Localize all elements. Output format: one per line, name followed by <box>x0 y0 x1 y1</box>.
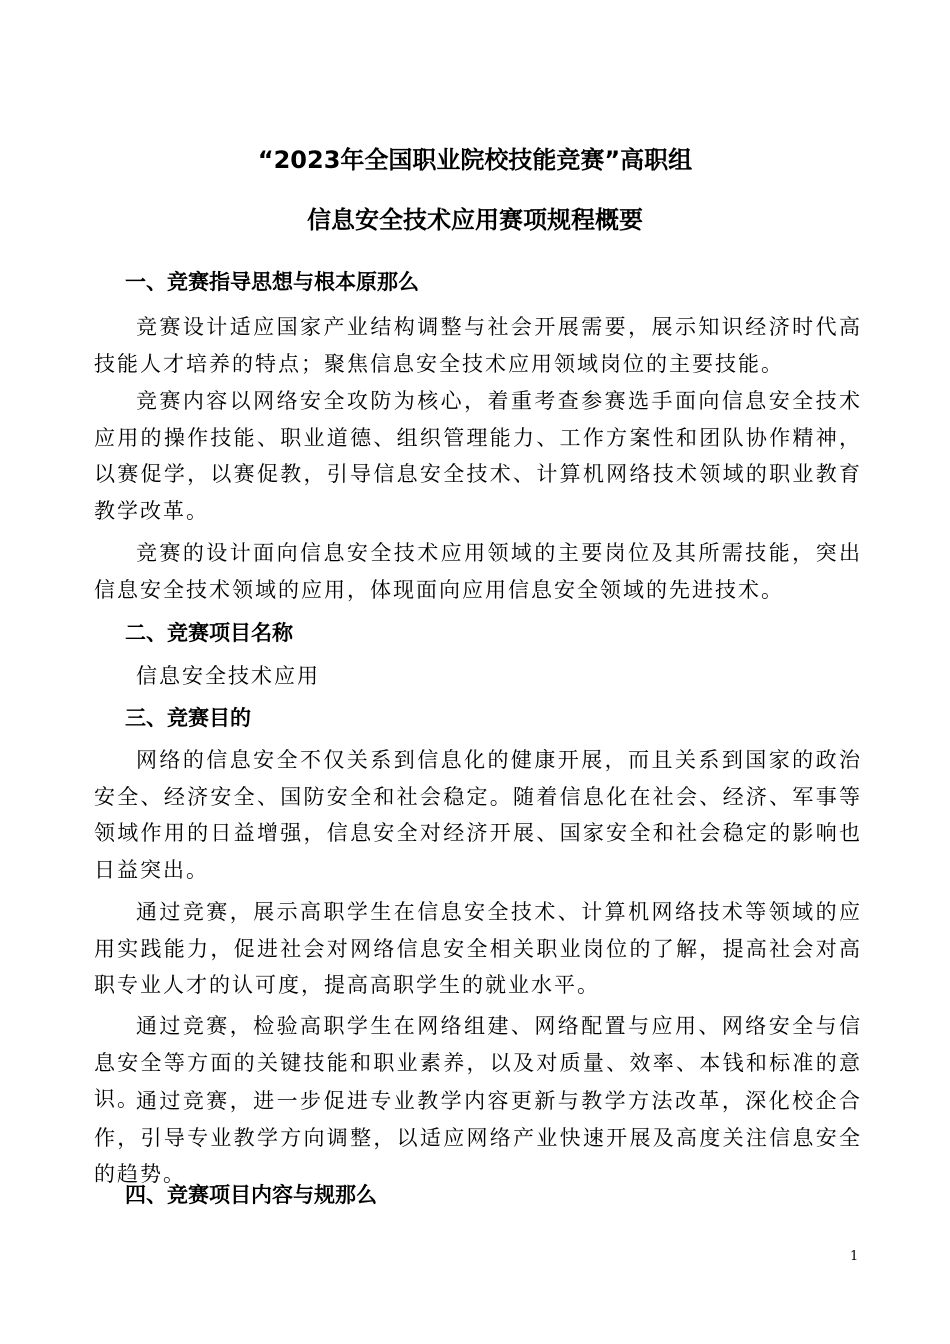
section-4-heading: 四、竞赛项目内容与规那么 <box>125 1183 377 1207</box>
section-3-paragraph: 通过竞赛，展示高职学生在信息安全技术、计算机网络技术等领域的应用实践能力，促进社会对网络信息安全相关职业岗位的了解，提高社会对高职专业人才的认可度，提高高职学生的就业水平。 <box>94 900 862 997</box>
section-1-heading: 一、竞赛指导思想与根本原那么 <box>125 270 419 294</box>
section-2-heading: 二、竞赛项目名称 <box>125 621 293 645</box>
section-3-paragraph: 网络的信息安全不仅关系到信息化的健康开展，而且关系到国家的政治安全、经济安全、国防安全和社会稳定。随着信息化在社会、经济、军事等领域作用的日益增强，信息安全对经济开展、国家安全和社会稳定的影响也日益突出。 <box>94 748 862 882</box>
document-title-line-2: 信息安全技术应用赛项规程概要 <box>307 206 643 234</box>
section-2-text: 信息安全技术应用 <box>136 664 320 688</box>
section-1-paragraph: 竞赛的设计面向信息安全技术应用领域的主要岗位及其所需技能，突出信息安全技术领域的应用，体现面向应用信息安全领域的先进技术。 <box>94 541 862 602</box>
section-3-heading: 三、竞赛目的 <box>125 706 251 730</box>
document-title-line-1: “2023年全国职业院校技能竞赛”高职组 <box>257 146 693 174</box>
section-1-paragraph: 竞赛设计适应国家产业结构调整与社会开展需要，展示知识经济时代高技能人才培养的特点；聚焦信息安全技术应用领域岗位的主要技能。 <box>94 315 862 376</box>
section-3-paragraph: 通过竞赛，进一步促进专业教学内容更新与教学方法改革，深化校企合作，引导专业教学方向调整，以适应网络产业快速开展及高度关注信息安全的趋势。 <box>94 1089 862 1186</box>
section-1-paragraph: 竞赛内容以网络安全攻防为核心，着重考查参赛选手面向信息安全技术应用的操作技能、职业道德、组织管理能力、工作方案性和团队协作精神，以赛促学，以赛促教，引导信息安全技术、计算机网络技术领域的职业教育教学改革。 <box>94 389 862 523</box>
section-3-paragraph: 通过竞赛，检验高职学生在网络组建、网络配置与应用、网络安全与信息安全等方面的关键技能和职业素养，以及对质量、效率、本钱和标准的意识。 <box>94 1014 862 1111</box>
page-number: 1 <box>850 1249 859 1264</box>
